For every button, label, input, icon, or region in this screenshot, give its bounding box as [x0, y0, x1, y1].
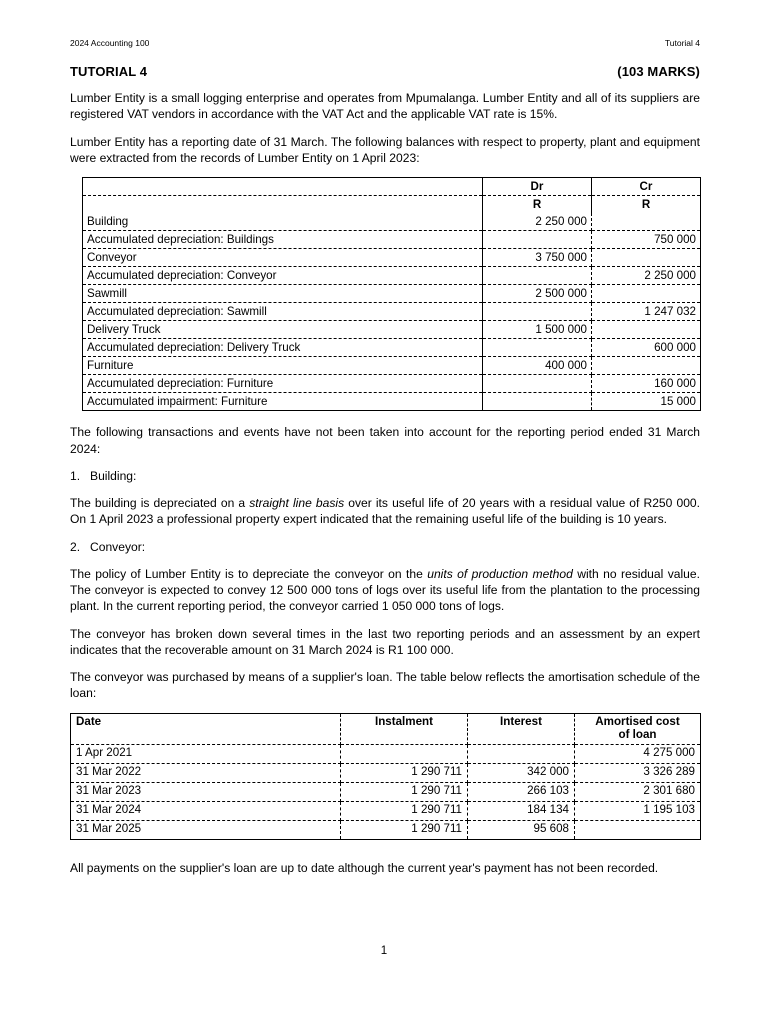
amort-header-interest: Interest [468, 713, 575, 744]
header-tutorial-label: Tutorial 4 [664, 38, 700, 48]
amort-date: 31 Mar 2022 [71, 763, 341, 782]
item-2-paragraph-b: The conveyor has broken down several times in the last two reporting periods and an assessment by an expert indicates that the recoverable amount on 31 March 2024 is R1 100 000. [70, 626, 700, 657]
amort-instalment: 1 290 711 [341, 820, 468, 839]
table-row [83, 357, 701, 375]
amort-amortised-cost: 2 301 680 [575, 782, 701, 801]
table-row [71, 801, 701, 820]
balances-cr [592, 213, 701, 231]
balances-cr: 15 000 [660, 394, 696, 408]
balances-cr [592, 321, 701, 339]
amort-header-line-2: of loan [618, 727, 657, 741]
amortisation-table [70, 713, 701, 840]
amort-instalment: 1 290 711 [341, 763, 468, 782]
item-2-paragraph-a [70, 566, 700, 615]
item-2-paragraph-c: The conveyor was purchased by means of a supplier's loan. The table below reflects the amortisation schedule of the loan: [70, 670, 700, 701]
table-row [83, 339, 701, 357]
amort-date: 1 Apr 2021 [71, 744, 341, 763]
balances-table [82, 177, 701, 411]
amort-date: 31 Mar 2023 [71, 782, 341, 801]
table-header-row [83, 178, 701, 196]
amort-header-amortised-cost [575, 713, 701, 744]
item-1-text-start: The building is depreciated on a [70, 496, 250, 511]
amort-interest [468, 744, 575, 763]
balances-desc: Furniture [83, 357, 483, 375]
balances-dr [483, 339, 592, 357]
balances-dr: 3 750 000 [483, 249, 592, 267]
amort-interest: 184 134 [468, 801, 575, 820]
balances-dr [483, 303, 592, 321]
item-2-text-rest: with no residual value. The conveyor is expected to convey 12 500 000 tons of logs over its useful life from the plantation to the processing plant. In the current reporting period, the conveyor carried 1 050 000 tons of logs. [70, 566, 700, 614]
item-1-label: Building: [90, 468, 137, 483]
balances-cr [592, 285, 701, 303]
table-row [83, 285, 701, 303]
balances-currency-blank [83, 196, 483, 214]
item-1-text-rest: over its useful life of 20 years with a residual value of R250 000. On 1 April 2023 a professional property expert indicated that the remaining useful life of the building is 10 years. [70, 496, 701, 527]
header-course-label: 2024 Accounting 100 [70, 38, 150, 48]
balances-header-dr: Dr [483, 178, 592, 196]
table-row [71, 782, 701, 801]
balances-desc: Accumulated depreciation: Buildings [83, 231, 483, 249]
balances-desc: Accumulated depreciation: Sawmill [83, 303, 483, 321]
item-1-paragraph [70, 495, 700, 528]
item-2-number: 2. [70, 539, 81, 554]
table-row [83, 213, 701, 231]
balances-desc: Delivery Truck [83, 321, 483, 339]
balances-cr: 750 000 [592, 231, 701, 249]
balances-desc: Building [83, 213, 483, 231]
balances-dr: 2 250 000 [483, 213, 592, 231]
amort-header-date: Date [71, 713, 341, 744]
amort-amortised-cost [575, 820, 701, 839]
balances-cr: 1 247 032 [592, 303, 701, 321]
amort-interest: 342 000 [468, 763, 575, 782]
balances-dr [483, 267, 592, 285]
table-currency-row [83, 196, 701, 214]
item-1-heading [70, 468, 700, 484]
balances-dr: 400 000 [483, 357, 592, 375]
amort-interest: 266 103 [468, 782, 575, 801]
amort-date: 31 Mar 2025 [71, 820, 341, 839]
amort-interest: 95 608 [468, 820, 575, 839]
balances-dr: 1 500 000 [483, 321, 592, 339]
balances-dr [483, 231, 592, 249]
amort-date: 31 Mar 2024 [71, 801, 341, 820]
amort-header-instalment: Instalment [341, 713, 468, 744]
balances-desc: Conveyor [83, 249, 483, 267]
closing-note: All payments on the supplier's loan are up to date although the current year's payment has not been recorded. [70, 860, 659, 875]
balances-cr: 600 000 [592, 339, 701, 357]
intro-paragraph-1: Lumber Entity is a small logging enterprise and operates from Mpumalanga. Lumber Entity and all of its suppliers are registered VAT vendors in accordance with the VAT Act and the applicable VAT rate is 15%. [70, 91, 700, 122]
item-2-text-start: The policy of Lumber Entity is to depreciate the conveyor on the [70, 566, 428, 581]
amort-instalment: 1 290 711 [341, 782, 468, 801]
page-title [70, 64, 700, 79]
amort-amortised-cost: 4 275 000 [575, 744, 701, 763]
balances-dr: 2 500 000 [483, 285, 592, 303]
item-2-heading [70, 539, 700, 555]
amort-instalment: 1 290 711 [341, 801, 468, 820]
balances-cr [592, 249, 701, 267]
table-row [71, 763, 701, 782]
amort-amortised-cost: 1 195 103 [575, 801, 701, 820]
item-2-emphasis: units of production method [427, 566, 573, 581]
balances-header-cr: Cr [592, 178, 701, 196]
page-number: 1 [380, 945, 388, 957]
running-header [70, 38, 700, 48]
balances-cr [592, 357, 701, 375]
balances-desc: Accumulated depreciation: Furniture [83, 375, 483, 393]
title-heading: TUTORIAL 4 [70, 64, 148, 80]
balances-dr [483, 375, 592, 393]
intro-paragraph-2: Lumber Entity has a reporting date of 31 March. The following balances with respect to property, plant and equipment were extracted from the records of Lumber Entity on 1 April 2023: [70, 134, 700, 165]
balances-desc: Accumulated depreciation: Conveyor [83, 267, 483, 285]
balances-currency-dr: R [483, 196, 592, 214]
amort-header-line-1: Amortised cost [595, 714, 680, 728]
table-row [83, 267, 701, 285]
balances-desc: Sawmill [83, 285, 483, 303]
balances-dr [483, 393, 592, 411]
table-row [83, 321, 701, 339]
balances-header-blank [83, 178, 483, 196]
page-content [70, 38, 700, 876]
item-1-emphasis: straight line basis [249, 496, 345, 511]
table-row [83, 249, 701, 267]
balances-currency-cr: R [641, 197, 651, 211]
transactions-intro: The following transactions and events have not been taken into account for the reporting period ended 31 March 2024: [70, 425, 700, 456]
table-row [71, 820, 701, 839]
table-row [83, 303, 701, 321]
table-row [83, 375, 701, 393]
table-row [71, 744, 701, 763]
table-row [83, 231, 701, 249]
balances-cr: 2 250 000 [592, 267, 701, 285]
balances-cr: 160 000 [592, 375, 701, 393]
table-row [83, 393, 701, 411]
table-header-row [71, 713, 701, 744]
item-1-number: 1. [70, 468, 81, 483]
balances-desc: Accumulated impairment: Furniture [83, 393, 483, 411]
item-2-label: Conveyor: [90, 539, 146, 554]
balances-desc: Accumulated depreciation: Delivery Truck [83, 339, 483, 357]
title-marks: (103 MARKS) [617, 64, 700, 80]
amort-instalment [341, 744, 468, 763]
amort-amortised-cost: 3 326 289 [575, 763, 701, 782]
